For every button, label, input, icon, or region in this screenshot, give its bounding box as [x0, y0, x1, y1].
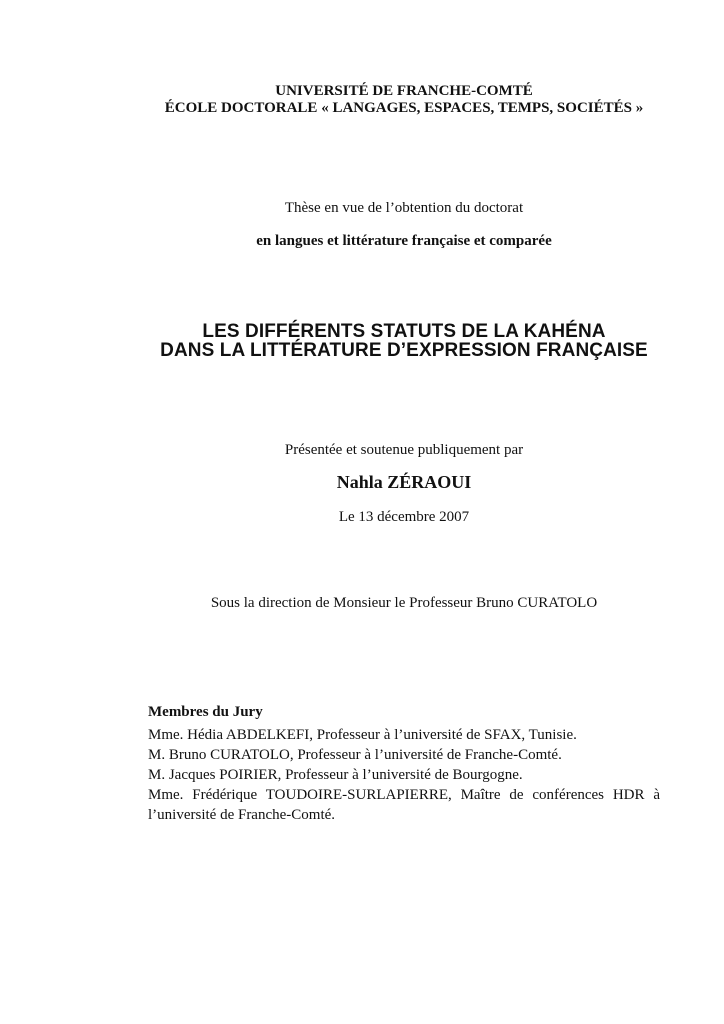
thesis-title	[148, 322, 660, 360]
supervisor-statement: Sous la direction de Monsieur le Professeur Bruno CURATOLO	[210, 595, 598, 611]
jury-heading: Membres du Jury	[148, 704, 263, 720]
jury-member: Mme. Hédia ABDELKEFI, Professeur à l’université de SFAX, Tunisie.	[148, 727, 577, 743]
defense-date: Le 13 décembre 2007	[338, 509, 470, 525]
degree-statement: Thèse en vue de l’obtention du doctorat	[284, 200, 524, 216]
doctoral-school-name: ÉCOLE DOCTORALE « LANGAGES, ESPACES, TEMPS, SOCIÉTÉS »	[164, 100, 644, 116]
degree-field: en langues et littérature française et comparée	[256, 233, 552, 249]
defense-intro: Présentée et soutenue publiquement par	[284, 442, 524, 458]
jury-member: Mme. Frédérique TOUDOIRE-SURLAPIERRE, Maître de conférences HDR à l’université de Franche-Comté.	[148, 787, 660, 823]
thesis-title-line-2: DANS LA LITTÉRATURE D’EXPRESSION FRANÇAISE	[160, 340, 648, 361]
thesis-title-line-1: LES DIFFÉRENTS STATUTS DE LA KAHÉNA	[202, 321, 606, 342]
university-name: UNIVERSITÉ DE FRANCHE-COMTÉ	[275, 83, 533, 99]
jury-member: M. Jacques POIRIER, Professeur à l’université de Bourgogne.	[148, 767, 523, 783]
jury-member-list	[148, 725, 660, 825]
institution-header	[148, 83, 660, 117]
jury-member: M. Bruno CURATOLO, Professeur à l’université de Franche-Comté.	[148, 747, 562, 763]
author-name: Nahla ZÉRAOUI	[336, 472, 472, 492]
